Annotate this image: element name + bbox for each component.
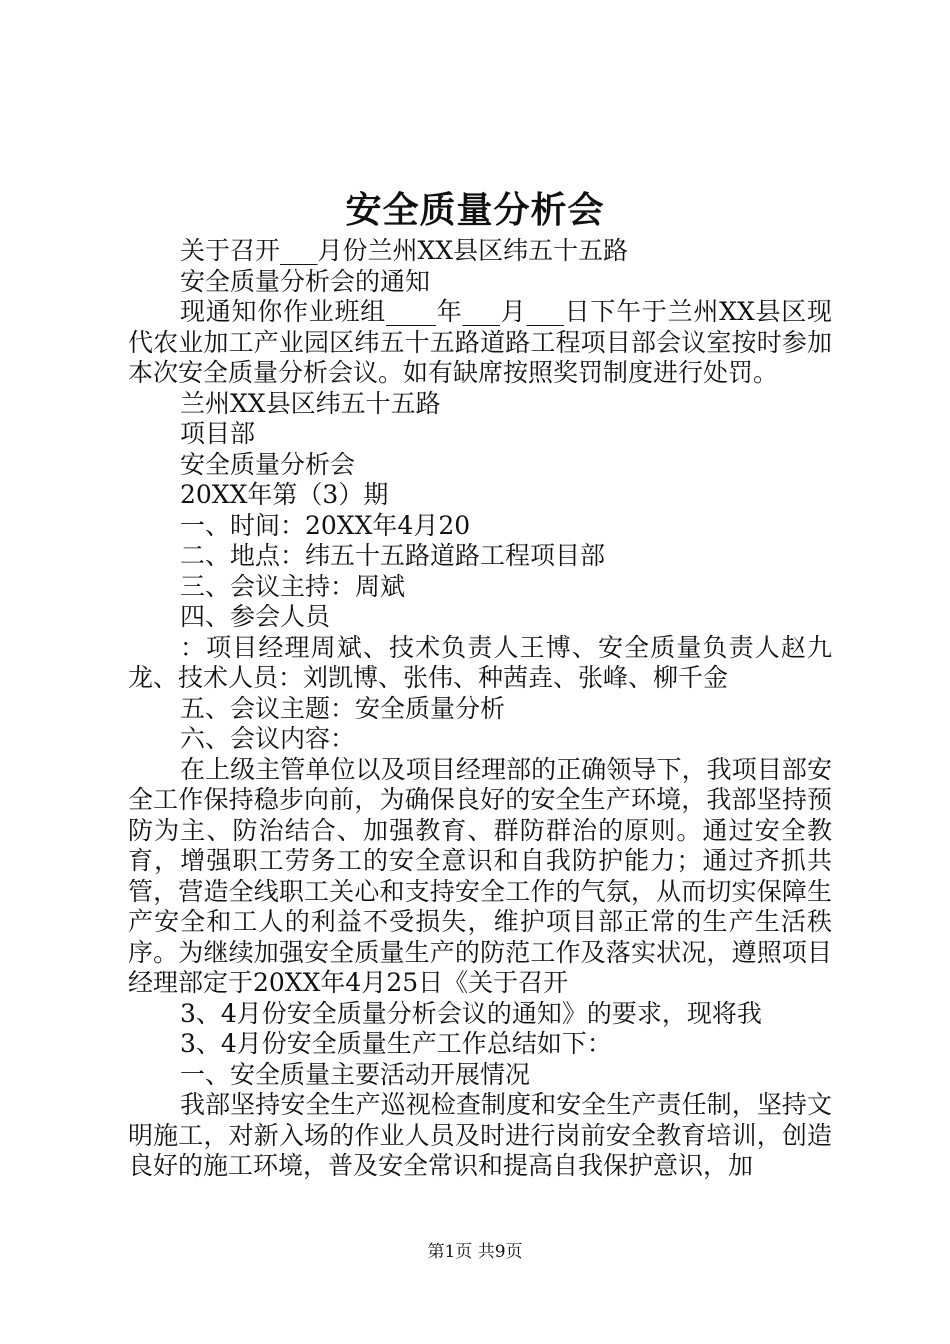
- document-title: 安全质量分析会: [345, 189, 605, 231]
- paragraph-content-body: 在上级主管单位以及项目经理部的正确领导下，我项目部安全工作保持稳步向前，为确保良好的安全生产环境，我部坚持预防为主、防治结合、加强教育、群防群治的原则。通过安全教育，增强职工劳务工的安全意识和自我防护能力；通过齐抓共管，营造全线职工关心和支持安全工作的气氛，从而切实保障生产安全和工人的利益不受损失，维护项目部正常的生产生活秩序。为继续加强安全质量生产的防范工作及落实状况，遵照项目经理部定于20XX年4月25日《关于召开: [128, 754, 832, 997]
- paragraph-section-body: 我部坚持安全生产巡视检查制度和安全生产责任制，坚持文明施工，对新入场的作业人员及时进行岗前安全教育培训，创造良好的施工环境，普及安全常识和提高自我保护意识，加: [128, 1090, 832, 1180]
- page-footer: 第1页 共9页: [427, 1242, 523, 1262]
- paragraph-attendees-heading: 四、参会人员: [180, 602, 331, 631]
- paragraph-content-heading: 六、会议内容：: [180, 724, 356, 753]
- paragraph-issuer-2: 项目部: [180, 419, 256, 448]
- paragraph-notice-heading-1: 关于召开___月份兰州XX县区纬五十五路: [180, 236, 629, 265]
- paragraph-theme: 五、会议主题：安全质量分析: [180, 693, 506, 723]
- paragraph-attendees-list: ：项目经理周斌、技术负责人王博、安全质量负责人赵九龙、技术人员：刘凯博、张伟、种茜垚、张峰、柳千金: [128, 632, 832, 692]
- paragraph-content-continued-1: 3、4月份安全质量分析会议的通知》的要求，现将我: [180, 998, 762, 1028]
- paragraph-location: 二、地点：纬五十五路道路工程项目部: [180, 541, 606, 570]
- paragraph-host: 三、会议主持：周斌: [180, 571, 406, 601]
- paragraph-section-heading: 一、安全质量主要活动开展情况: [180, 1059, 531, 1089]
- document-body: [128, 236, 832, 1182]
- paragraph-notice-heading-2: 安全质量分析会的通知: [180, 266, 431, 296]
- paragraph-meeting-name: 安全质量分析会: [180, 449, 356, 479]
- paragraph-issuer-1: 兰州XX县区纬五十五路: [180, 388, 441, 418]
- paragraph-time: 一、时间：20XX年4月20: [180, 510, 471, 540]
- paragraph-issue-number: 20XX年第（3）期: [180, 480, 389, 509]
- paragraph-content-continued-2: 3、4月份安全质量生产工作总结如下：: [180, 1029, 612, 1058]
- paragraph-notice-body: 现通知你作业班组____年___月___日下午于兰州XX县区现代农业加工产业园区纬五十五路道路工程项目部会议室按时参加本次安全质量分析会议。如有缺席按照奖罚制度进行处罚。: [128, 297, 832, 387]
